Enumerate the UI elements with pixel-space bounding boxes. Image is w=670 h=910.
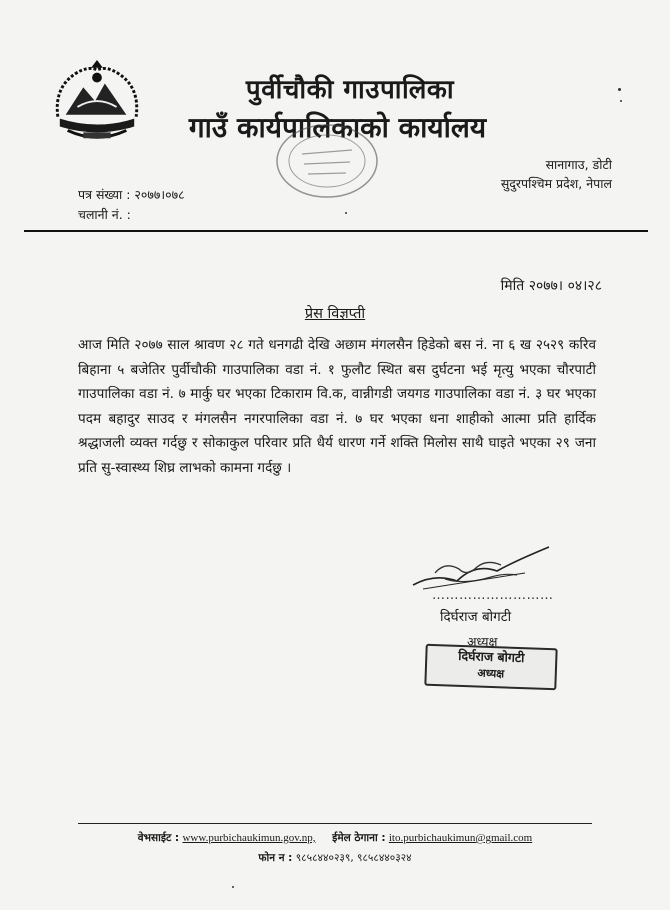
signer-title: अध्यक्ष (467, 634, 498, 649)
signature-dotted-line: ……………………… (432, 588, 554, 603)
letter-number (78, 185, 185, 205)
letter-subject: प्रेस विज्ञप्ती (304, 306, 366, 322)
letter-date (501, 276, 602, 295)
letter-number-value: २०७७।०७८ (134, 187, 185, 202)
letter-number-label: पत्र संख्या : (78, 187, 131, 202)
website-label: वेभसाईट : (137, 832, 180, 844)
email-label: ईमेल ठेगाना : (332, 832, 386, 844)
letter-body: आज मिति २०७७ साल श्रावण २८ गते धनगढी देखि अछाम मंगलसैन हिडेको बस नं. ना ६ ख २५२९ करिव बिहाना ५ बजेतिर पुर्वीचौकी गाउपालिका वडा नं. १ फुलौट स्थित बस दुर्घटना भई मृत्यु भएका चौरपाटी गाउपालिका वडा नं. ७ मार्कु घर भएका टिकाराम वि.क, वान्नीगडी जयगड गाउपालिका वडा नं. ३ घर भएका पदम बहादुर साउद र मंगलसैन नगरपालिका वडा नं. ७ घर भएका धना शाहीको आत्मा प्रति हार्दिक श्रद्धाजली व्यक्त गर्दछु र सोकाकुल परिवार प्रति धैर्य धारण गर्ने शक्ति मिलोस साथै घाइते भएका २९ जना प्रति सु-स्वास्थ्य शिघ्र लाभको कामना गर्दछु । (78, 337, 596, 476)
website-link[interactable]: www.purbichaukimun.gov.np, (182, 832, 316, 844)
stamp-title: अध्यक्ष (477, 666, 505, 681)
header-divider (24, 230, 648, 232)
dispatch-number-label: चलानी नं. : (78, 207, 131, 222)
date-value: २०७७। ०४।२८ (528, 278, 602, 294)
scan-speck (620, 100, 622, 102)
nepal-emblem-icon (48, 58, 146, 150)
scan-speck (345, 212, 347, 214)
scan-speck (232, 886, 234, 888)
reference-block (78, 185, 185, 225)
footer (0, 828, 670, 868)
email-link[interactable]: ito.purbichaukimun@gmail.com (388, 832, 533, 844)
municipality-name: पुर्वीचौकी गाउपालिका (245, 75, 455, 105)
date-label: मिति (500, 278, 525, 294)
name-stamp (424, 644, 557, 691)
office-seal-icon (272, 120, 382, 202)
office-name: गाउँ कार्यपालिकाको कार्यालय (188, 111, 487, 144)
address-line-1: सानागाउ, डोटी (545, 157, 612, 172)
office-address (501, 155, 612, 193)
scan-speck (618, 88, 621, 91)
stamp-name: दिर्घराज बोगटी (458, 647, 525, 666)
footer-divider (78, 823, 592, 824)
phone-label: फोन न : (258, 852, 293, 864)
footer-contact-line (0, 828, 670, 848)
signer-name: दिर्घराज बोगटी (440, 609, 512, 625)
phone-numbers: ९८५८४४०२३९, ९८५८४४०३२४ (295, 852, 412, 864)
footer-phone-line (0, 848, 670, 868)
address-line-2: सुदुरपश्चिम प्रदेश, नेपाल (500, 176, 612, 191)
